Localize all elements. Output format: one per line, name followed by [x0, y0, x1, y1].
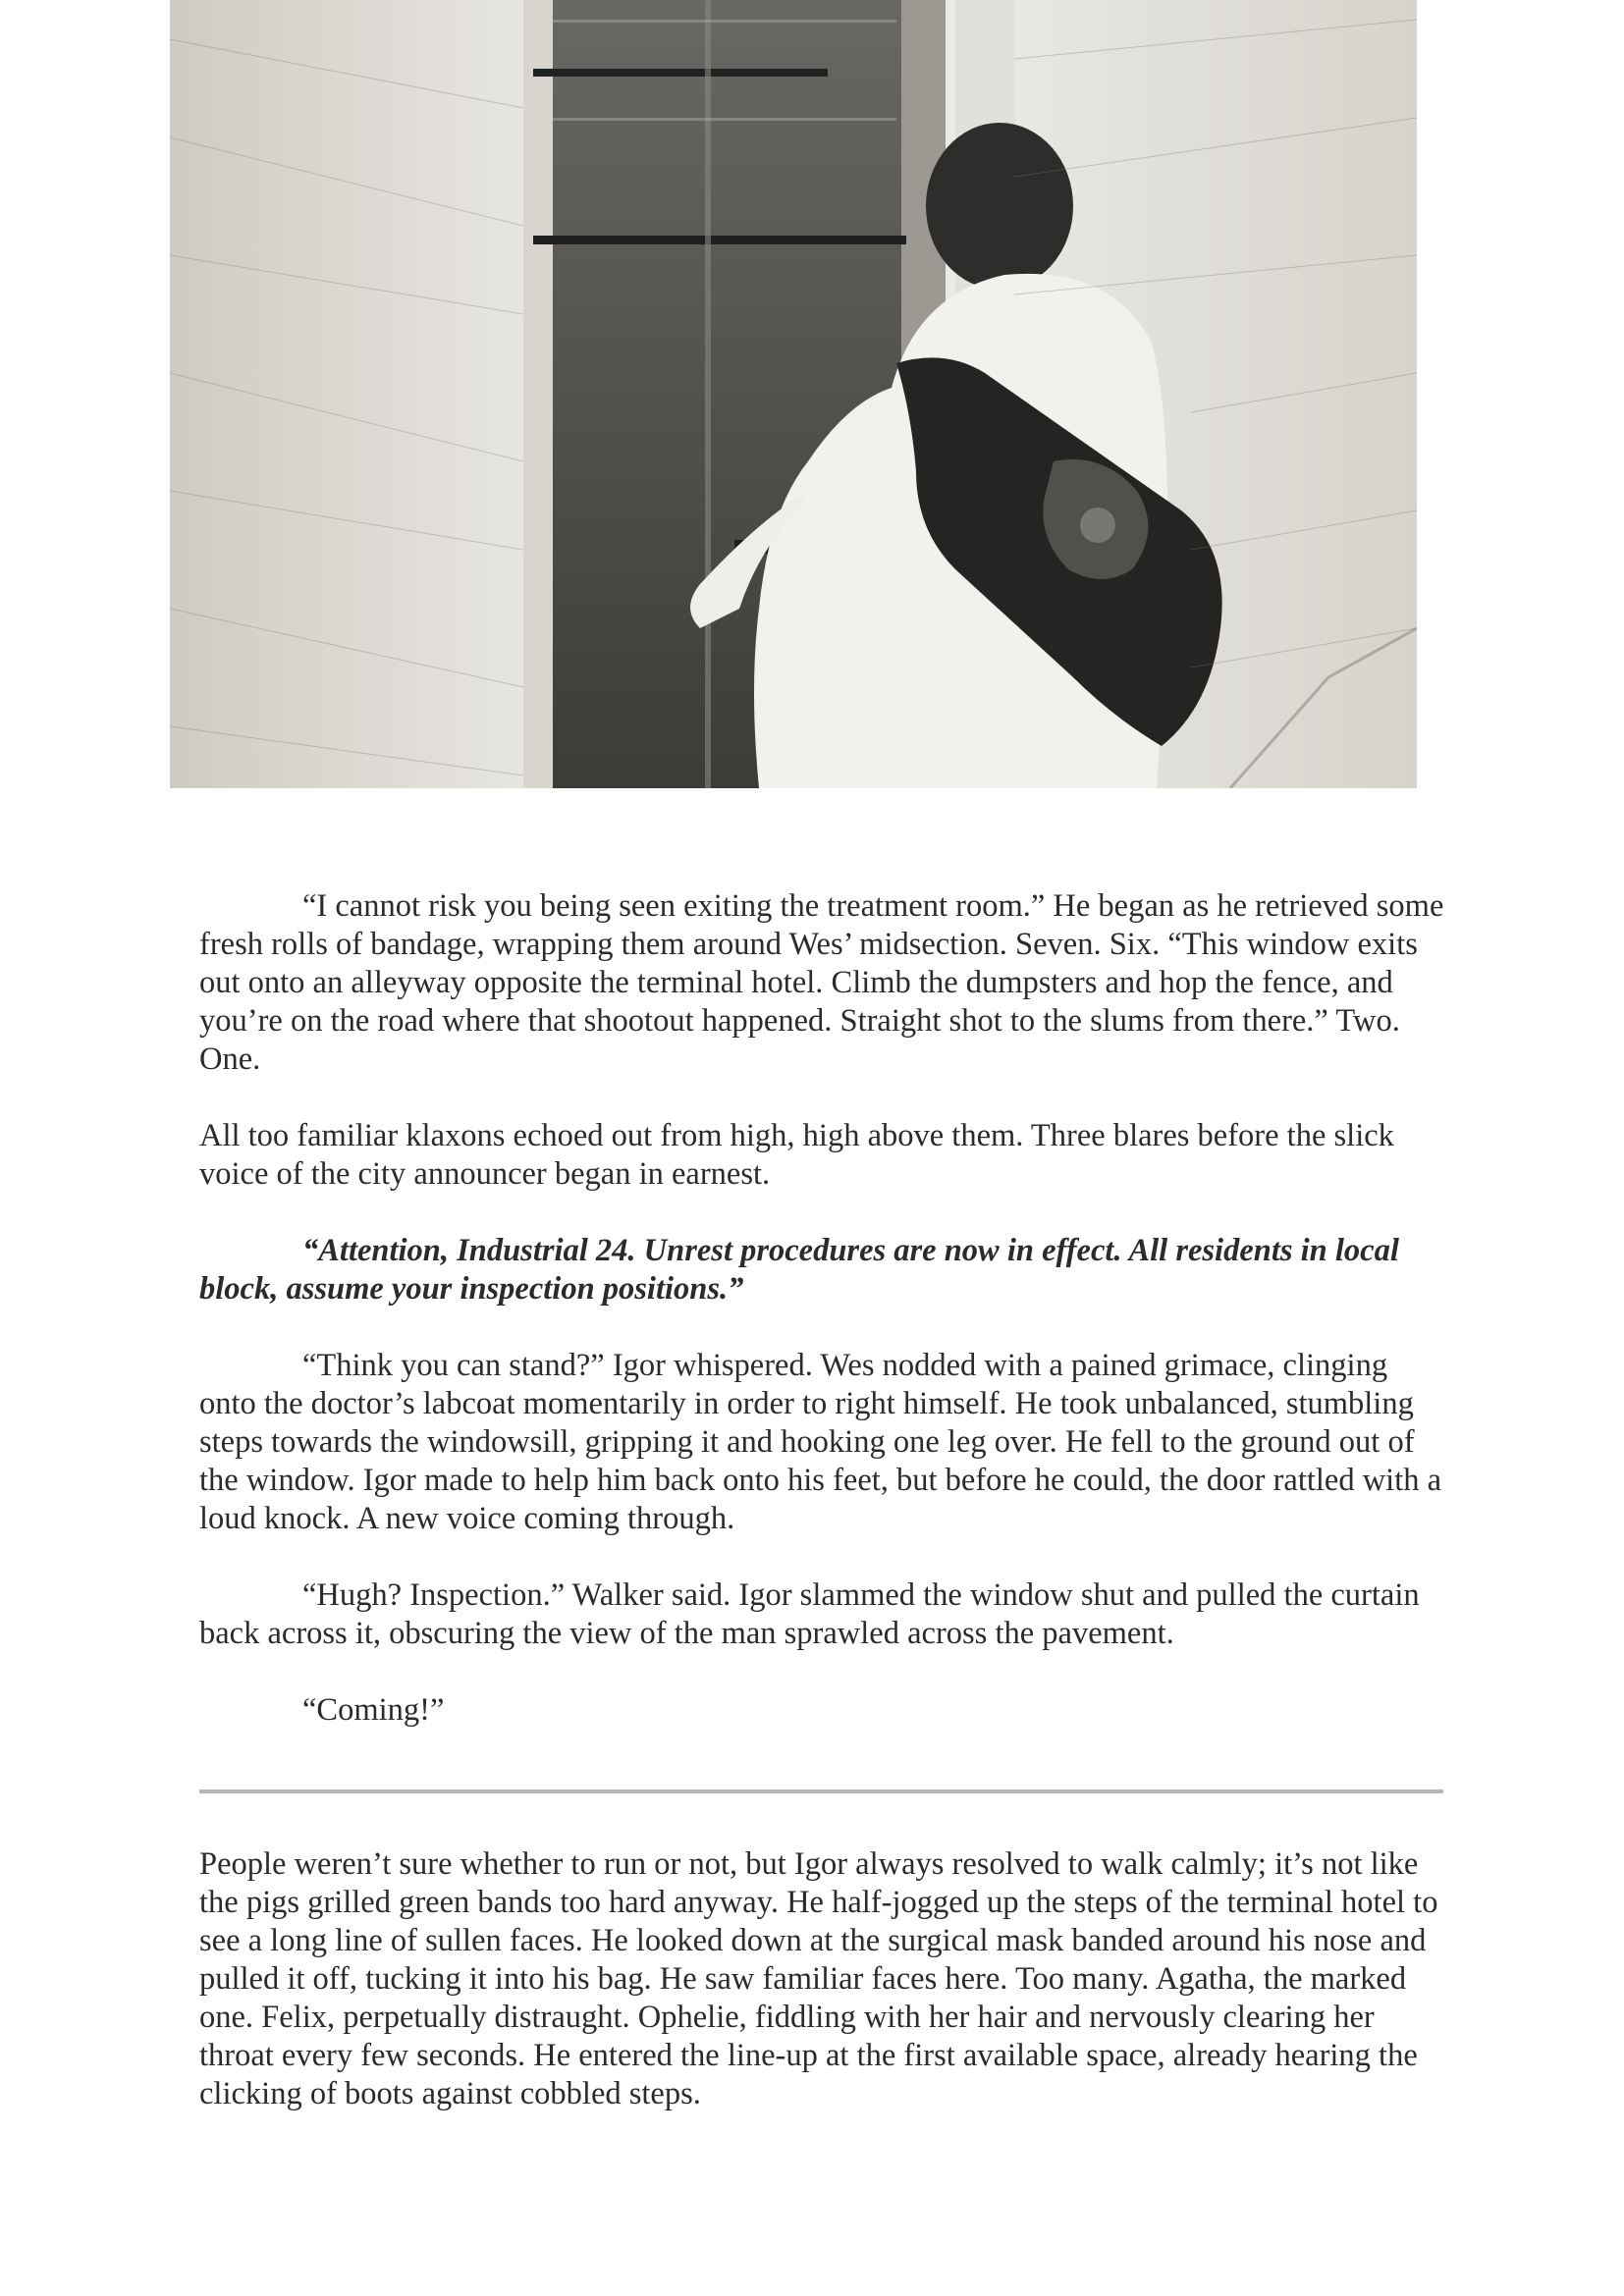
story-paragraph-2: All too familiar klaxons echoed out from high, high above them. Three blares before the slick voice of the city announcer began in earnest.: [199, 1118, 1394, 1192]
story-paragraph-7: People weren’t sure whether to run or not, but Igor always resolved to walk calmly; it’s not like the pigs grilled green bands too hard anyway. He half-jogged up the steps of the terminal hotel to see a long line of sullen faces. He looked down at the surgical mask banded around his nose and pulled it off, tucking it into his bag. He saw familiar faces here. Too many. Agatha, the marked one. Felix, perpetually distraught. Ophelie, fiddling with her hair and nervously clearing her throat every few seconds. He entered the line-up at the first available space, already hearing the clicking of boots against cobbled steps.: [199, 1846, 1438, 2111]
story-text: [199, 887, 1446, 1730]
section-divider: [199, 1789, 1443, 1793]
announcement-paragraph: “Attention, Industrial 24. Unrest procedures are now in effect. All residents in local block, assume your inspection positions.”: [199, 1233, 1399, 1307]
story-text-section-2: [199, 1845, 1446, 2113]
story-paragraph-4: “Think you can stand?” Igor whispered. Wes nodded with a pained grimace, clinging onto the doctor’s labcoat momentarily in order to right himself. He took unbalanced, stumbling steps towards the windowsill, gripping it and hooking one leg over. He fell to the ground out of the window. Igor made to help him back onto his feet, but before he could, the door rattled with a loud knock. A new voice coming through.: [199, 1348, 1442, 1536]
story-paragraph-5: “Hugh? Inspection.” Walker said. Igor slammed the window shut and pulled the curtain back across it, obscuring the view of the man sprawled across the pavement.: [199, 1577, 1420, 1651]
sketch-figure-at-window-icon: [170, 0, 1417, 788]
story-illustration: [170, 0, 1417, 788]
story-paragraph-1: “I cannot risk you being seen exiting the treatment room.” He began as he retrieved some fresh rolls of bandage, wrapping them around Wes’ midsection. Seven. Six. “This window exits out onto an alleyway opposite the terminal hotel. Climb the dumpsters and hop the fence, and you’re on the road where that shootout happened. Straight shot to the slums from there.” Two. One.: [199, 888, 1444, 1077]
story-paragraph-6: “Coming!”: [302, 1692, 445, 1728]
